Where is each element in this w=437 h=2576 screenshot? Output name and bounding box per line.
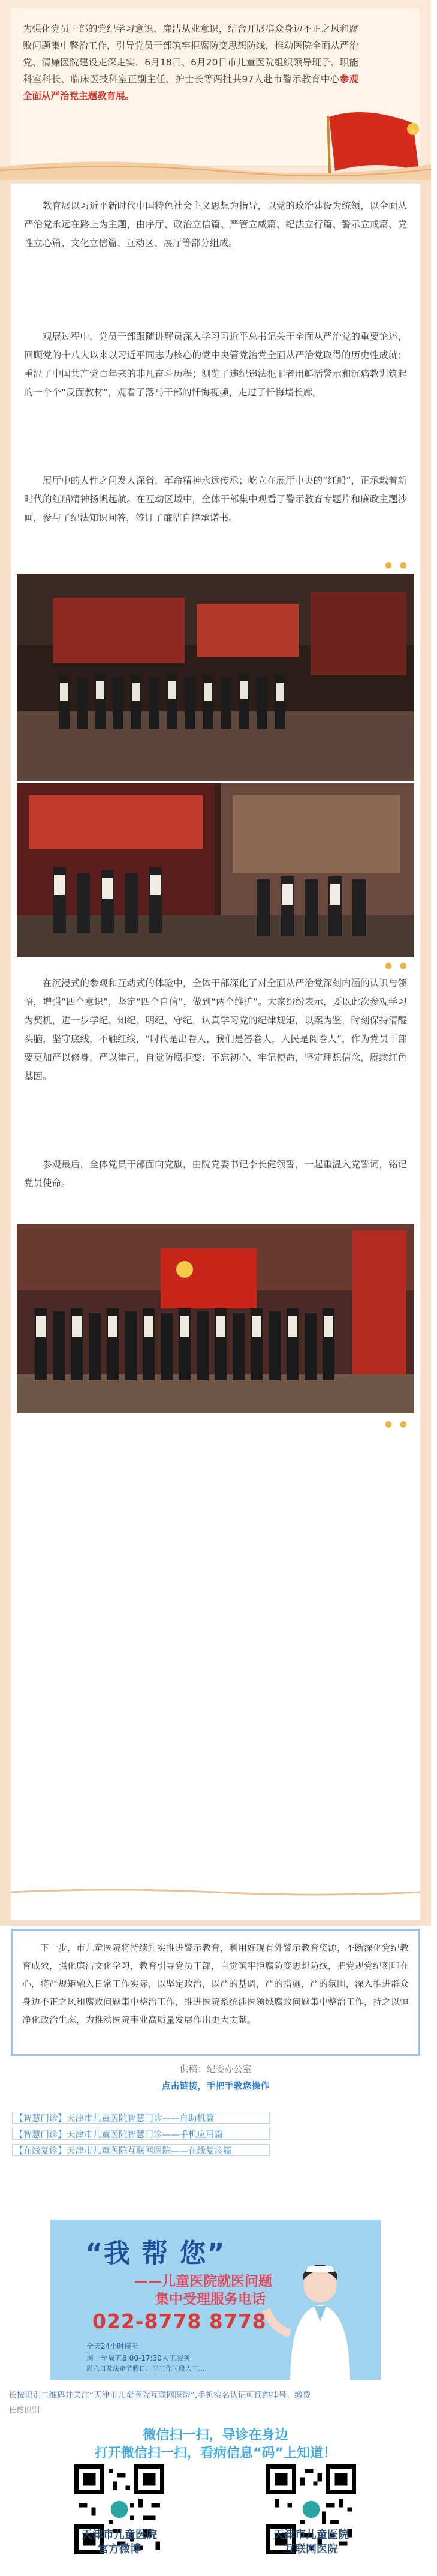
intro-body: 为强化党员干部的党纪学习意识、廉洁从业意识，结合开展群众身边不正之风和腐败问题集中整治工作，引导党员干部筑牢拒腐防变思想防线，推动医院全面从严治党、清廉医院建设走深走实，6月18日、6月20日市儿童医院组织领导班子、职能科室科长、临床医技科室正副主任、护士长等两批共97人赴市警示教育中心 [23, 23, 358, 85]
hotline-hours-1: 全天24小时接听 [86, 2342, 139, 2350]
internet-hospital-caption [251, 2528, 371, 2542]
intro-text [23, 20, 358, 104]
qr-headline-2: 打开微信扫一扫，看病信息“码”上知道！ [95, 2446, 336, 2461]
hotline-subtitle-2: 集中受理服务电话 [155, 2292, 266, 2307]
paragraph-1: 教育展以习近平新时代中国特色社会主义思想为指导，以党的政治建设为统领，以全面从严治党永远在路上为主题，由序厅、政治立信篇、严管立威篇、纪法立行篇、警示立戒篇、党性立心篇、文化立信篇、互动区、展厅等部分组成。 [24, 200, 407, 248]
intro-section [0, 0, 431, 180]
closing-box [11, 1929, 420, 2056]
decor-dots: ● ● [385, 1419, 409, 1429]
article-body [0, 180, 431, 1926]
qr-scan-hint: 长按识别 [8, 2406, 40, 2415]
tutorial-link[interactable]: 点击链接，手把手教您操作 [161, 2080, 270, 2091]
intro-highlight: 参观全面从严治党主题教育展。 [23, 74, 358, 101]
qr-notice [8, 2389, 428, 2415]
qr-headline-1: 微信扫一扫，导诊在身边 [143, 2428, 288, 2443]
closing-text: 下一步，市儿童医院将持续扎实推进警示教育，利用好现有外警示教育资源，不断深化党纪教育成效，强化廉洁文化学习，教育引导党员干部，自觉筑牢拒腐防变思想防线，把党规党纪刻印在心，将严规矩融入日常工作实际，以坚定政治，以严的基调，严的措施，严的氛围，深入推进群众身边不正之风和腐败问题集中整治工作，推进医院系统涉医领域腐败问题集中整治工作，持之以恒净化政治生态，为推动医院事业高质量发展作出更大贡献。 [22, 1942, 409, 2025]
paragraph-5: 参观最后，全体党员干部面向党旗，由院党委书记李长健领誓，一起重温入党誓词，铭记党员使命。 [24, 1159, 407, 1188]
qr-notice-text: 长按识别二维码并关注“天津市儿童医院互联网医院”,手机实名认证可预约挂号、缴费 [8, 2391, 311, 2400]
weibo-caption-2 [59, 2542, 179, 2557]
hotline-hours-2: 周一至周五8:00-17:30人工服务 [86, 2354, 191, 2362]
section-divider [11, 1887, 420, 1897]
portal-link-label: 【智慧门诊】天津市儿童医院智慧门诊——手机应用篇 [14, 2130, 223, 2140]
decor-dots: ● ● [385, 961, 409, 971]
hotline-subtitle-1: ——儿童医院就医问题 [134, 2274, 272, 2289]
hotline-phone-number: 022-8778 8778 [92, 2310, 267, 2333]
decor-dots: ● ● [385, 560, 409, 570]
hotline-hours-3: 周六日及法定节假日、非工作时段人工... [86, 2365, 205, 2373]
weibo-caption-line-2: 官方微博 [98, 2543, 141, 2556]
portal-link-mobile[interactable] [12, 2127, 312, 2141]
portal-link-self-service[interactable] [12, 2110, 312, 2125]
hotline-title: “我 帮 您” [85, 2238, 226, 2269]
nurse-illustration [248, 2256, 374, 2382]
internet-hospital-caption-line-2: 互联网医院 [284, 2543, 338, 2556]
paragraph-2: 观展过程中，党员干部跟随讲解员深入学习习近平总书记关于全面从严治党的重要论述，回顾党的十八大以来以习近平同志为核心的党中央管党治党全面从严治党取得的历史性成就；重温了中国共产党百年来的非凡奋斗历程；测览了违纪违法犯罪者用鲜活警示和沉痛教训筑起的一个个“反面教材”，观看了落马干部的忏悔视频，走过了忏悔墙长廊。 [24, 331, 407, 398]
internet-hospital-caption-line-1: 天津市儿童医院 [273, 2529, 349, 2541]
article-inner [11, 184, 420, 1920]
portal-link-label: 【在线复诊】天津市儿童医院互联网医院——在线复诊篇 [14, 2146, 232, 2156]
portal-link-online-revisit[interactable] [12, 2143, 312, 2157]
photo-exhibition-hall-3 [17, 1224, 414, 1413]
ribbon-divider [0, 156, 431, 180]
weibo-caption [59, 2528, 179, 2542]
internet-hospital-caption-2 [251, 2542, 371, 2557]
source-credit: 供稿：纪委办公室 [179, 2064, 252, 2074]
qr-section [50, 2416, 381, 2576]
hotline-banner[interactable] [50, 2220, 381, 2380]
paragraph-3: 展厅中的人性之问发人深省，革命精神永远传承；屹立在展厅中央的“红船”，正承载着新时代的红船精神扬帆起航。在互动区域中，全体干部集中观看了警示教育专题片和廉政主题沙画，参与了纪法知识问答，签订了廉洁自律承诺书。 [24, 475, 407, 523]
weibo-caption-line-1: 天津市儿童医院 [82, 2529, 157, 2541]
paragraph-4: 在沉浸式的参观和互动式的体验中，全体干部深化了对全面从严治党深刻内涵的认识与领悟，增强“四个意识”，坚定“四个自信”，做到“两个维护”。大家纷纷表示，要以此次参观学习为契机，进一步学纪、知纪、明纪、守纪，认真学习党的纪律规矩，以案为鉴，时刻保持清醒头脑，坚守底线，不触红线，“时代是出卷人，我们是答卷人，人民是阅卷人”，作为党员干部要更加严以修身，严以律己，自觉防腐拒变：不忘初心、牢记使命，坚定理想信念，赓续红色基因。 [24, 978, 407, 1082]
photo-exhibition-hall-2 [17, 783, 414, 957]
photo-exhibition-hall-1 [17, 574, 414, 781]
portal-link-label: 【智慧门诊】天津市儿童医院智慧门诊——自助机篇 [14, 2113, 215, 2124]
